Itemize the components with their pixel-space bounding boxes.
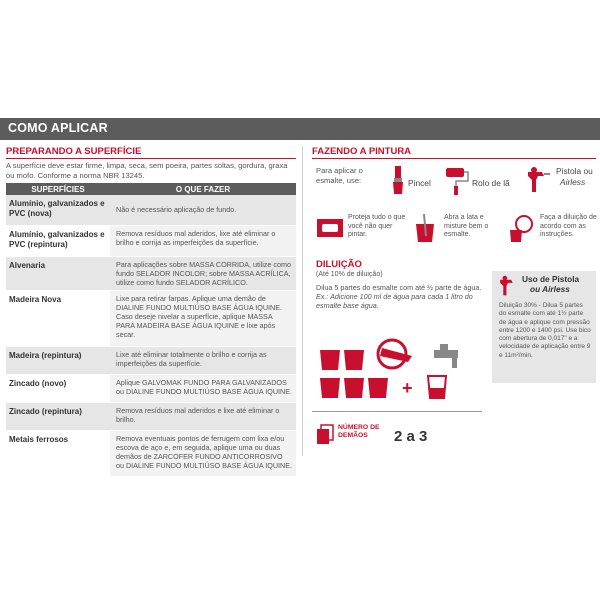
tool-spray-label: Pistola ou <box>556 166 593 176</box>
action-cell: Aplique GALVOMAK FUNDO PARA GALVANIZADOS ou DIALINE FUNDO MULTIÚSO BASE ÁGUA IQUINE. <box>110 375 296 402</box>
dilution-illustration <box>318 336 478 406</box>
surface-cell: Metais ferrosos <box>9 435 69 444</box>
action-cell: Remova resíduos mal aderidos e lixe até eliminar o brilho. <box>110 403 296 430</box>
tip-dilute <box>508 212 600 252</box>
dilution-icon <box>508 214 536 244</box>
table-row <box>6 431 296 477</box>
tool-airless-label: Airless <box>560 177 586 187</box>
action-cell: Para aplicações sobre MASSA CORRIDA, utilize como fundo SELADOR INCOLOR; sobre MASSA ACRÍLICA, utilize como fundo SELADOR ACRÍLICO. <box>110 257 296 290</box>
column-divider <box>302 146 303 456</box>
brush-icon <box>390 166 406 196</box>
tip-dilute-text: Faça a diluição de acordo com as instruções. <box>540 214 597 238</box>
apply-instructions: Para aplicar o esmalte, use: <box>316 166 363 185</box>
section-banner <box>0 118 600 140</box>
spray-usage-title-line1: Uso de Pistola <box>522 274 580 284</box>
action-cell: Remova eventuais pontos de ferrugem com lixa e/ou escova de aço e, em seguida, aplique uma ou duas demãos de ZARCOFER FUNDO ANTICORROSIVO ou DIALINE FUNDO MULTIÚSO BASE ÁGUA IQUINE. <box>110 431 296 476</box>
table-row <box>6 347 296 375</box>
action-cell: Não é necessário aplicação de fundo. <box>110 195 296 225</box>
tool-roller-label: Rolo de lã <box>472 178 510 188</box>
can-mix-icon <box>412 214 438 244</box>
table-row <box>6 195 296 226</box>
table-row <box>6 257 296 291</box>
coats-divider <box>312 411 482 412</box>
surface-cell: Zincado (novo) <box>9 379 67 388</box>
spray-gun-small-icon <box>496 275 520 297</box>
surface-prep-section <box>6 146 296 477</box>
dilution-instructions: Dilua 5 partes do esmalte com até ½ parte de água. <box>316 283 482 292</box>
coats-value: 2 a 3 <box>394 428 428 445</box>
surface-prep-title: PREPARANDO A SUPERFÍCIE <box>6 146 296 159</box>
spray-usage-title-line2: ou Airless <box>530 283 570 294</box>
column-surfaces: SUPERFÍCIES <box>31 184 85 194</box>
tool-brush <box>390 166 440 200</box>
action-cell: Remova resíduos mal aderidos, lixe até eliminar o brilho e corrija as imperfeições da superfície. <box>110 226 296 256</box>
dilution-example: Ex.: Adicione 100 ml de água para cada 1 litro do esmalte base água. <box>316 292 473 310</box>
painting-section <box>312 146 596 466</box>
tip-protect <box>316 212 408 252</box>
surface-cell: Alvenaria <box>9 261 46 270</box>
surface-cell: Alumínio, galvanizados e PVC (repintura) <box>9 230 105 249</box>
spray-usage-title <box>522 275 579 294</box>
tip-protect-text: Proteja tudo o que você não quer pintar. <box>348 214 406 238</box>
surface-cell: Madeira Nova <box>9 295 62 304</box>
tip-mix <box>412 212 504 252</box>
table-row <box>6 291 296 347</box>
tool-spray-gun <box>524 164 596 202</box>
roller-icon <box>444 166 470 196</box>
coats-label: NÚMERO DE DEMÃOS <box>338 424 380 439</box>
dilution-subtitle: (Até 10% de diluição) <box>316 271 383 278</box>
tool-roller <box>444 166 514 200</box>
tool-brush-label: Pincel <box>408 178 431 188</box>
action-cell: Lixe até eliminar totalmente o brilho e corrija as imperfeições da superfície. <box>110 347 296 374</box>
dilution-text <box>316 283 486 310</box>
spray-usage-text: Diluição 30% - Dilua 5 partes do esmalte com até 1½ parte de água e aplique com pressão entre 1200 e 1400 psi. Use bico com abertura de 0,017" e a velocidade de aplicação entre 9 e 11m²/min. <box>499 302 591 359</box>
spray-gun-icon <box>524 166 552 194</box>
dilution-title: DILUIÇÃO <box>316 259 362 270</box>
banner-title: COMO APLICAR <box>8 121 108 135</box>
spray-usage-box <box>492 271 596 383</box>
column-what-to-do: O QUE FAZER <box>175 184 231 194</box>
action-cell: Lixe para retirar farpas. Aplique uma demão de DIALINE FUNDO MULTIÚSO BASE ÁGUA IQUINE. Caso deseje nivelar a superfície, aplique MASSA PARA MADEIRA BASE ÁGUA IQUINE e lixe após secar. <box>110 291 296 346</box>
svg-text:+: + <box>402 378 413 398</box>
surface-cell: Zincado (repintura) <box>9 407 82 416</box>
table-row <box>6 403 296 431</box>
tip-mix-text: Abra a lata e misture bem o esmalte. <box>444 214 489 238</box>
surface-prep-intro: A superfície deve estar firme, limpa, seca, sem poeira, partes soltas, gordura, graxa ou mofo. Conforme a norma NBR 13245. <box>6 161 288 180</box>
coats-layers-icon <box>316 424 334 446</box>
tips-row <box>312 212 596 252</box>
painting-title: FAZENDO A PINTURA <box>312 146 596 159</box>
surface-cell: Alumínio, galvanizados e PVC (nova) <box>9 199 105 218</box>
table-row <box>6 226 296 257</box>
surface-cell: Madeira (repintura) <box>9 351 82 360</box>
table-header <box>6 183 296 195</box>
tape-icon <box>316 218 344 238</box>
coats-info <box>316 422 476 456</box>
table-row <box>6 375 296 403</box>
